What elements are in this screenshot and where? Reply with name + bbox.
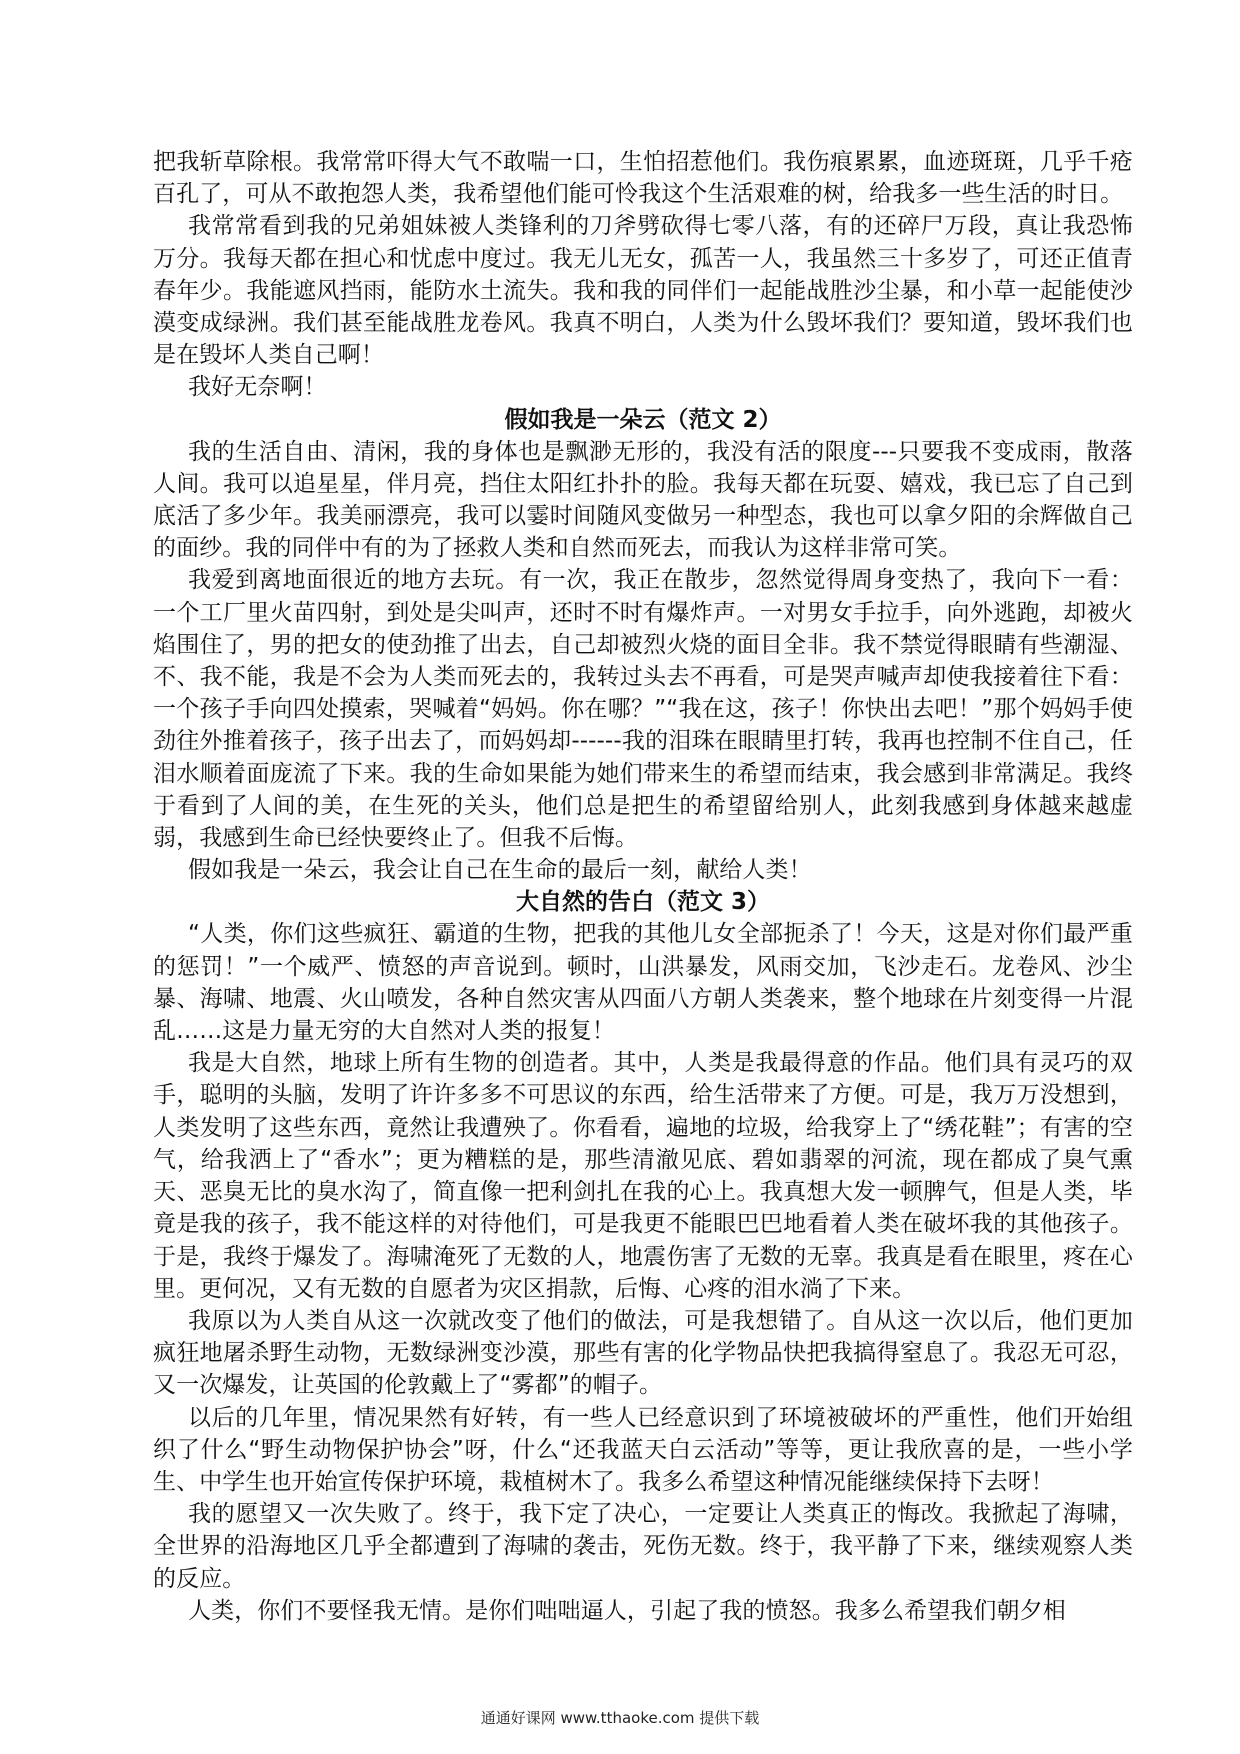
paragraph: 我好无奈啊！ (188, 374, 327, 401)
paragraph: 假如我是一朵云，我会让自己在生命的最后一刻，献给人类！ (188, 857, 812, 884)
document-body (153, 146, 1133, 1627)
paragraph: 把我斩草除根。我常常吓得大气不敢喘一口，生怕招惹他们。我伤痕累累，血迹斑斑，几乎千疮百孔了，可从不敢抱怨人类，我希望他们能可怜我这个生活艰难的树，给我多一些生活的时日。 (153, 149, 1133, 208)
paragraph: 我的愿望又一次失败了。终于，我下定了决心，一定要让人类真正的悔改。我掀起了海啸，全世界的沿海地区几乎全都遭到了海啸的袭击，死伤无数。终于，我平静了下来，继续观察人类的反应。 (153, 1501, 1133, 1592)
paragraph: “人类，你们这些疯狂、霸道的生物，把我的其他儿女全部扼杀了！今天，这是对你们最严重的惩罚！”一个威严、愤怒的声音说到。顿时，山洪暴发，风雨交加，飞沙走石。龙卷风、沙尘暴、海啸、地震、火山喷发，各种自然灾害从四面八方朝人类袭来，整个地球在片刻变得一片混乱……这是力量无穷的大自然对人类的报复！ (153, 921, 1133, 1045)
paragraph: 我常常看到我的兄弟姐妹被人类锋利的刀斧劈砍得七零八落，有的还碎尸万段，真让我恐怖万分。我每天都在担心和忧虑中度过。我无儿无女，孤苦一人，我虽然三十多岁了，可还正值青春年少。我能遮风挡雨，能防水土流失。我和我的同伴们一起能战胜沙尘暴，和小草一起能使沙漠变成绿洲。我们甚至能战胜龙卷风。我真不明白，人类为什么毁坏我们？要知道，毁坏我们也是在毁坏人类自己啊！ (153, 213, 1133, 369)
paragraph: 我的生活自由、清闲，我的身体也是飘渺无形的，我没有活的限度---只要我不变成雨，散落人间。我可以追星星，伴月亮，挡住太阳红扑扑的脸。我每天都在玩耍、嬉戏，我已忘了自己到底活了多少年。我美丽漂亮，我可以霎时间随风变做另一种型态，我也可以拿夕阳的余辉做自己的面纱。我的同伴中有的为了拯救人类和自然而死去，而我认为这样非常可笑。 (153, 438, 1133, 562)
paragraph: 我爱到离地面很近的地方去玩。有一次，我正在散步，忽然觉得周身变热了，我向下一看：一个工厂里火苗四射，到处是尖叫声，还时不时有爆炸声。一对男女手拉手，向外逃跑，却被火焰围住了，男的把女的使劲推了出去，自己却被烈火烧的面目全非。我不禁觉得眼睛有些潮湿、不、我不能，我是不会为人类而死去的，我转过头去不再看，可是哭声喊声却使我接着往下看：一个孩子手向四处摸索，哭喊着“妈妈。你在哪？”“我在这，孩子！你快出去吧！”那个妈妈手使劲往外推着孩子，孩子出去了，而妈妈却------我的泪珠在眼睛里打转，我再也控制不住自己，任泪水顺着面庞流了下来。我的生命如果能为她们带来生的希望而结束，我会感到非常满足。我终于看到了人间的美，在生死的关头，他们总是把生的希望留给别人，此刻我感到身体越来越虚弱，我感到生命已经快要终止了。但我不后悔。 (153, 567, 1133, 852)
page-footer: 通通好课网 www.tthaoke.com 提供下载 (480, 1709, 760, 1727)
section-heading: 大自然的告白（范文 3） (515, 889, 770, 916)
paragraph: 我是大自然，地球上所有生物的创造者。其中，人类是我最得意的作品。他们具有灵巧的双手，聪明的头脑，发明了许许多多不可思议的东西，给生活带来了方便。可是，我万万没想到，人类发明了这些东西，竟然让我遭殃了。你看看，遍地的垃圾，给我穿上了“绣花鞋”；有害的空气，给我洒上了“香水”；更为糟糕的是，那些清澈见底、碧如翡翠的河流，现在都成了臭气熏天、恶臭无比的臭水沟了，简直像一把利剑扎在我的心上。我真想大发一顿脾气，但是人类，毕竟是我的孩子，我不能这样的对待他们，可是我更不能眼巴巴地看着人类在破坏我的其他孩子。于是，我终于爆发了。海啸淹死了无数的人，地震伤害了无数的无辜。我真是看在眼里，疼在心里。更何况，又有无数的自愿者为灾区捐款，后悔、心疼的泪水淌了下来。 (153, 1050, 1133, 1302)
paragraph: 以后的几年里，情况果然有好转，有一些人已经意识到了环境被破坏的严重性，他们开始组织了什么“野生动物保护协会”呀，什么“还我蓝天白云活动”等等，更让我欣喜的是，一些小学生、中学生也开始宣传保护环境，栽植树木了。我多么希望这种情况能继续保持下去呀！ (153, 1404, 1133, 1495)
section-heading: 假如我是一朵云（范文 2） (504, 406, 782, 433)
paragraph: 我原以为人类自从这一次就改变了他们的做法，可是我想错了。自从这一次以后，他们更加疯狂地屠杀野生动物，无数绿洲变沙漠，那些有害的化学物品快把我搞得窒息了。我忍无可忍，又一次爆发，让英国的伦敦戴上了“雾都”的帽子。 (153, 1307, 1133, 1399)
paragraph: 人类，你们不要怪我无情。是你们咄咄逼人，引起了我的愤怒。我多么希望我们朝夕相 (188, 1597, 1066, 1624)
